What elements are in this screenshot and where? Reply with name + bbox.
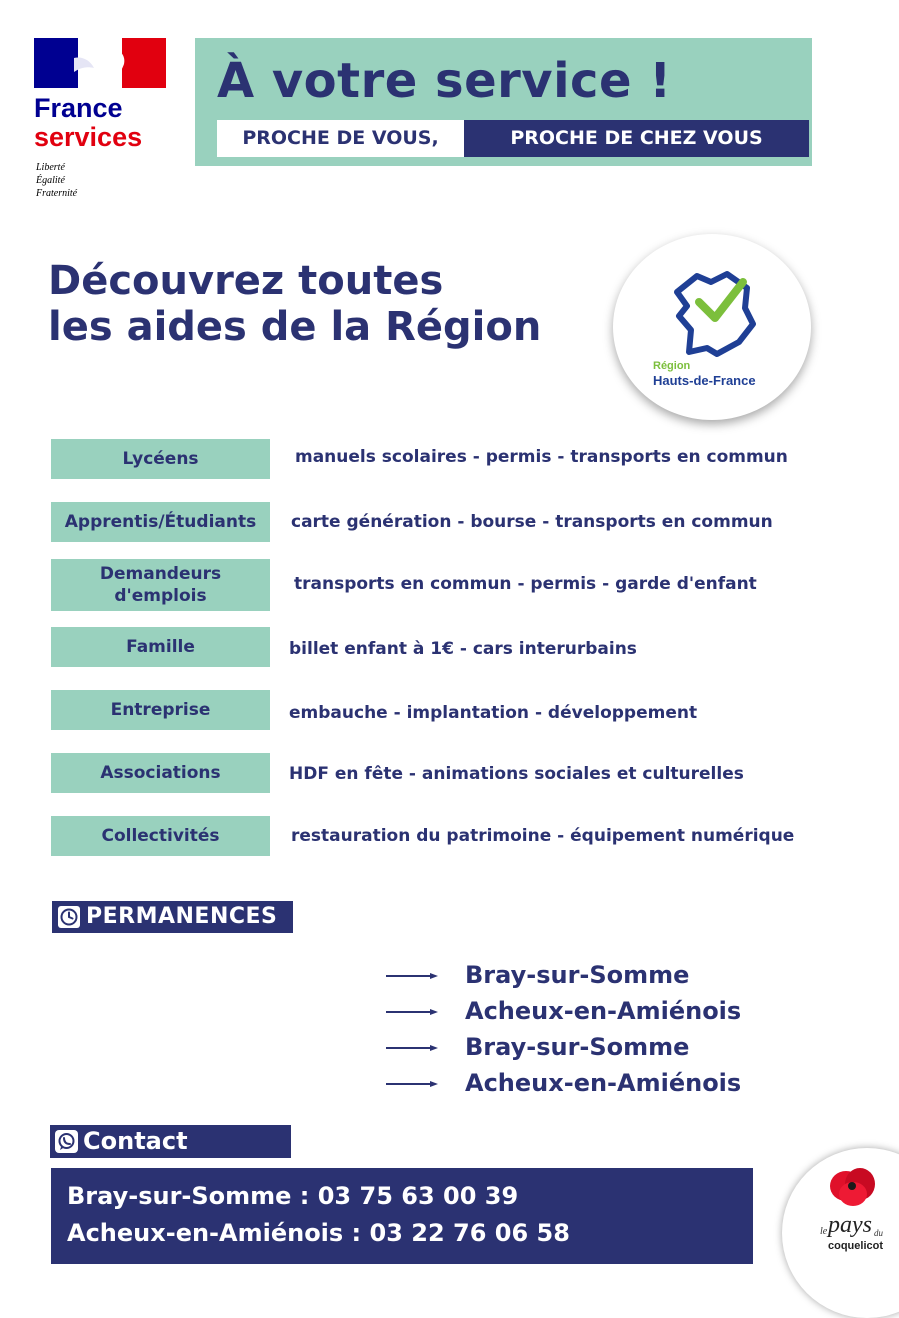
brand-name-france: France bbox=[34, 93, 123, 123]
category-famille: Famille bbox=[51, 627, 270, 667]
contact-header bbox=[50, 1125, 291, 1158]
service-banner bbox=[195, 38, 812, 166]
logo-text-le: le bbox=[820, 1226, 828, 1237]
page-headline bbox=[48, 258, 541, 350]
brand-name-services: services bbox=[34, 122, 143, 152]
logo-text-coquelicot: coquelicot bbox=[828, 1240, 884, 1252]
permanence-town: Acheux-en-Amiénois bbox=[465, 997, 742, 1025]
banner-tag-right: PROCHE DE CHEZ VOUS bbox=[464, 120, 809, 157]
permanences-label: PERMANENCES bbox=[86, 904, 278, 929]
contact-box bbox=[51, 1168, 753, 1264]
region-name: Hauts-de-France bbox=[653, 373, 756, 388]
aid-description-associations: HDF en fête - animations sociales et culturelles bbox=[289, 764, 744, 784]
permanence-town: Bray-sur-Somme bbox=[465, 961, 690, 989]
category-collectivites: Collectivités bbox=[51, 816, 270, 856]
aid-description-collectivites: restauration du patrimoine - équipement numérique bbox=[291, 826, 795, 846]
poppy-icon bbox=[828, 1166, 878, 1212]
clock-icon bbox=[58, 906, 80, 928]
logo-text-du: du bbox=[874, 1228, 883, 1238]
motto-liberte: Liberté bbox=[36, 162, 65, 173]
region-map-icon bbox=[667, 268, 763, 358]
aid-description-apprentis: carte génération - bourse - transports en commun bbox=[291, 512, 773, 532]
marianne-flag-icon bbox=[34, 38, 166, 88]
permanence-town: Bray-sur-Somme bbox=[465, 1033, 690, 1061]
category-demandeurs-emplois: Demandeurs d'emplois bbox=[51, 559, 270, 611]
france-services-logo bbox=[34, 38, 174, 208]
contact-label: Contact bbox=[83, 1127, 188, 1155]
aid-description-entreprise: embauche - implantation - développement bbox=[289, 703, 698, 723]
headline-line-2: les aides de la Région bbox=[48, 304, 542, 350]
aid-description-lyceens: manuels scolaires - permis - transports en commun bbox=[295, 447, 788, 467]
banner-tag-left: PROCHE DE VOUS, bbox=[217, 120, 464, 157]
pays-du-coquelicot-logo bbox=[782, 1148, 899, 1318]
aid-description-famille: billet enfant à 1€ - cars interurbains bbox=[289, 639, 637, 659]
category-associations: Associations bbox=[51, 753, 270, 793]
permanences-header bbox=[52, 901, 293, 933]
motto-fraternite: Fraternité bbox=[36, 188, 78, 199]
region-hauts-de-france-logo bbox=[613, 234, 811, 420]
arrow-right-icon bbox=[386, 1043, 438, 1053]
arrow-right-icon bbox=[386, 1007, 438, 1017]
permanence-town: Acheux-en-Amiénois bbox=[465, 1069, 742, 1097]
category-lyceens: Lycéens bbox=[51, 439, 270, 479]
headline-line-1: Découvrez toutes bbox=[48, 258, 444, 304]
region-label: Région bbox=[653, 360, 691, 372]
category-entreprise: Entreprise bbox=[51, 690, 270, 730]
logo-text-pays: pays bbox=[828, 1212, 872, 1238]
whatsapp-icon bbox=[55, 1130, 78, 1153]
aid-description-demandeurs: transports en commun - permis - garde d'enfant bbox=[294, 574, 757, 594]
arrow-right-icon bbox=[386, 971, 438, 981]
phone-acheux: Acheux-en-Amiénois : 03 22 76 06 58 bbox=[67, 1219, 570, 1247]
phone-bray: Bray-sur-Somme : 03 75 63 00 39 bbox=[67, 1182, 519, 1210]
category-apprentis-etudiants: Apprentis/Étudiants bbox=[51, 502, 270, 542]
motto-egalite: Égalité bbox=[36, 175, 65, 186]
banner-title: À votre service ! bbox=[217, 53, 672, 109]
arrow-right-icon bbox=[386, 1079, 438, 1089]
